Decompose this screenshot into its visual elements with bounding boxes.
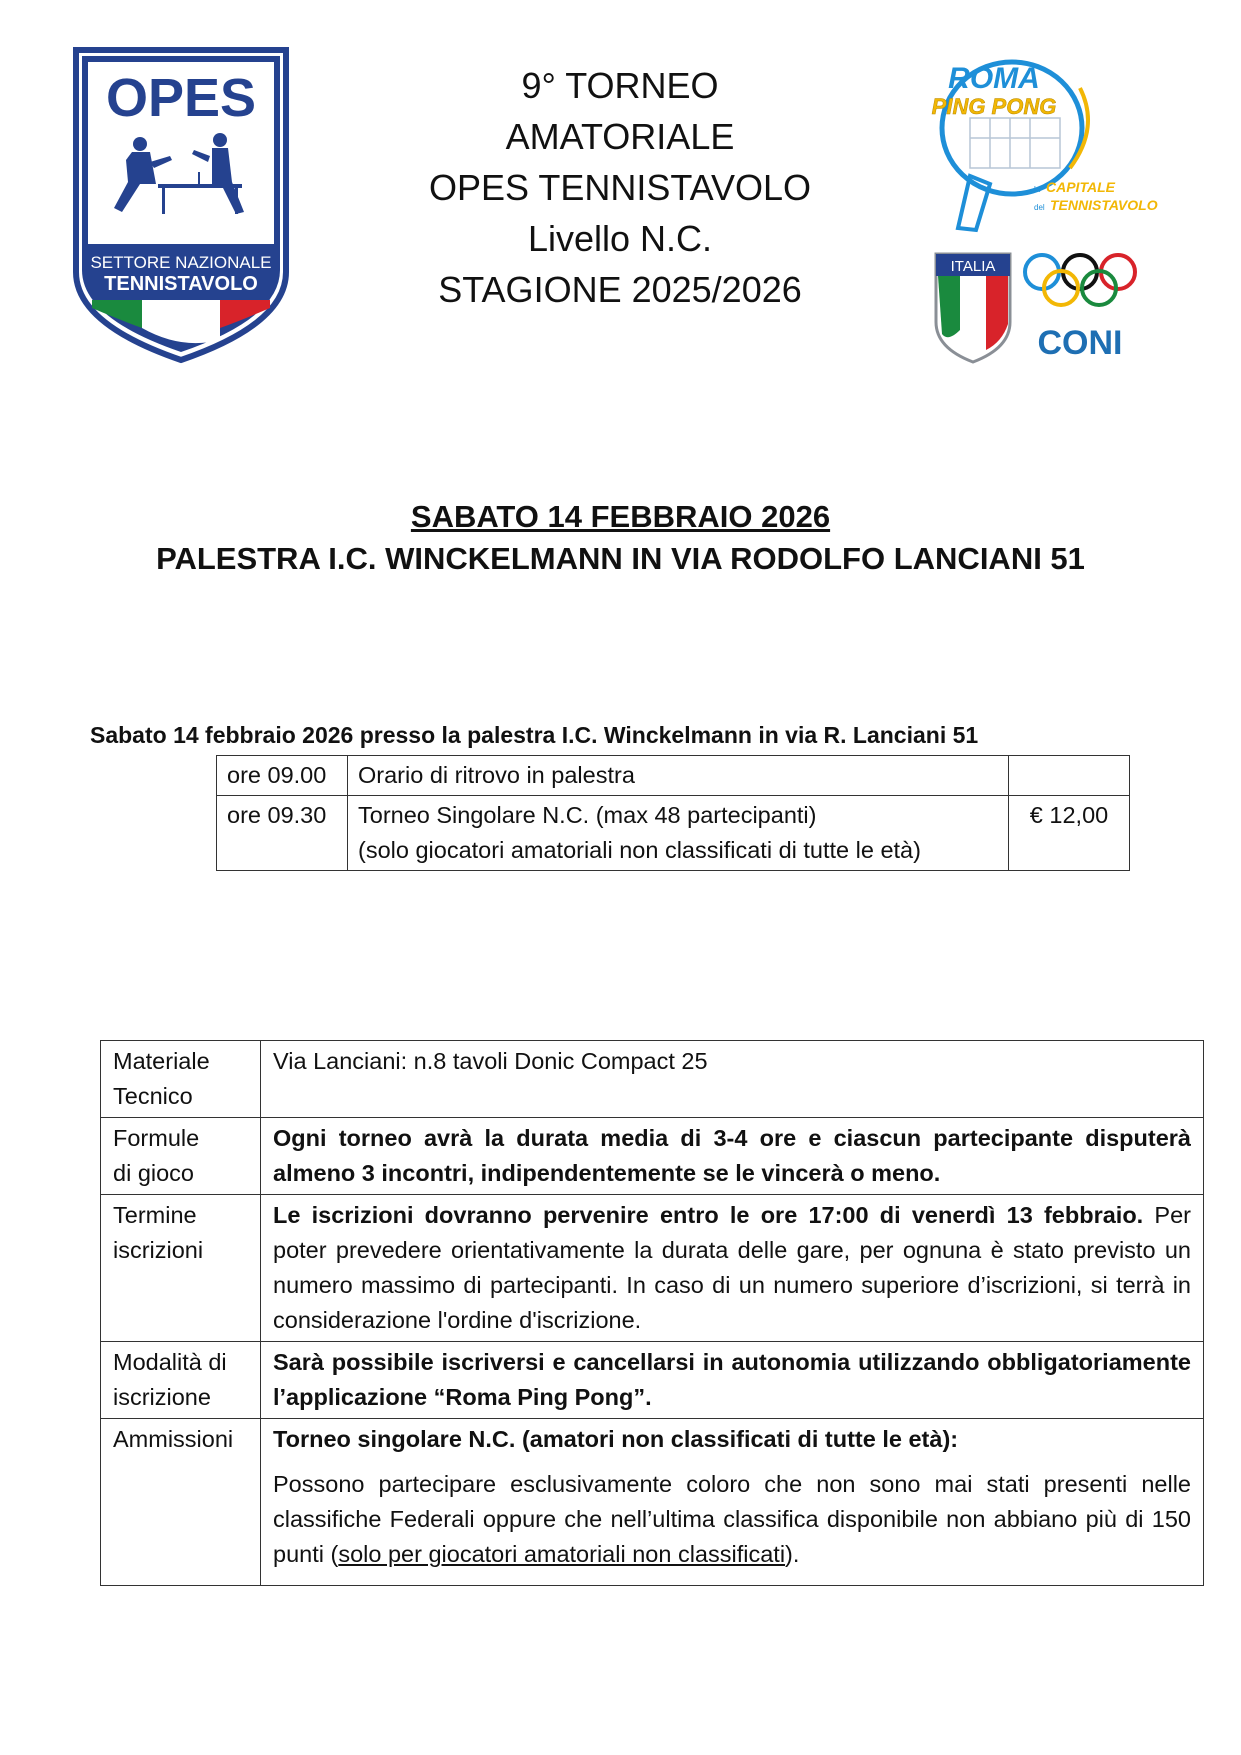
svg-text:TENNISTAVOLO: TENNISTAVOLO [104, 273, 258, 295]
admission-heading: Torneo singolare N.C. (amatori non classificati di tutte le età): [273, 1426, 959, 1452]
rule-content-formule: Ogni torneo avrà la durata media di 3-4 ore e ciascun partecipante disputerà almeno 3 incontri, indipendentemente se le vincerà o meno. [261, 1118, 1204, 1195]
event-heading [0, 496, 1241, 580]
rule-label-line: di gioco [113, 1160, 194, 1186]
rule-label [101, 1195, 261, 1342]
rules-table [100, 1040, 1204, 1586]
table-row [217, 756, 1130, 796]
rule-content-termine [261, 1195, 1204, 1342]
admission-text-part: Possono partecipare esclusivamente coloro che non sono mai stati presenti nelle classifiche Federali oppure che nell’ultima classifica disponibile non abbiano più di 150 punti ( [273, 1471, 1191, 1567]
rule-content-materiale: Via Lanciani: n.8 tavoli Donic Compact 25 [261, 1041, 1204, 1118]
rule-content-ammissioni [261, 1419, 1204, 1586]
event-venue: PALESTRA I.C. WINCKELMANN IN VIA RODOLFO LANCIANI 51 [156, 541, 1085, 576]
rule-label-line: iscrizioni [113, 1237, 204, 1263]
title-line: AMATORIALE [505, 116, 735, 157]
svg-text:SETTORE NAZIONALE: SETTORE NAZIONALE [90, 253, 272, 272]
rule-label: Ammissioni [101, 1419, 261, 1586]
tournament-title [380, 60, 860, 315]
admission-text [273, 1467, 1191, 1582]
svg-text:CONI: CONI [1037, 324, 1123, 362]
svg-text:TENNISTAVOLO: TENNISTAVOLO [1050, 197, 1158, 213]
title-line: Livello N.C. [527, 218, 713, 259]
opes-logo [70, 44, 292, 364]
rule-label-line: iscrizione [113, 1384, 211, 1410]
rule-content-modalita: Sarà possibile iscriversi e cancellarsi in autonomia utilizzando obbligatoriamente l’applicazione “Roma Ping Pong”. [261, 1342, 1204, 1419]
svg-text:CAPITALE: CAPITALE [1046, 179, 1115, 195]
title-line: 9° TORNEO [521, 65, 719, 106]
schedule-price: € 12,00 [1009, 796, 1130, 871]
deadline-text: Le iscrizioni dovranno pervenire entro le ore 17:00 di venerdì 13 febbraio. [273, 1202, 1144, 1228]
rule-label-line: Materiale [113, 1048, 210, 1074]
event-date: SABATO 14 FEBBRAIO 2026 [410, 499, 831, 534]
rule-label [101, 1118, 261, 1195]
schedule-description [348, 796, 1009, 871]
table-row [101, 1195, 1204, 1342]
schedule-time: ore 09.30 [217, 796, 348, 871]
rule-label-line: Tecnico [113, 1083, 193, 1109]
svg-text:ITALIA: ITALIA [950, 258, 996, 275]
svg-text:PING PONG: PING PONG [931, 94, 1057, 119]
title-line: OPES TENNISTAVOLO [428, 167, 812, 208]
rule-label [101, 1041, 261, 1118]
title-line: STAGIONE 2025/2026 [438, 269, 802, 310]
schedule-description-line: Torneo Singolare N.C. (max 48 partecipanti) [358, 802, 817, 828]
svg-text:la: la [1034, 185, 1041, 194]
rule-label-line: Formule [113, 1125, 200, 1151]
table-row [101, 1041, 1204, 1118]
table-row [217, 796, 1130, 871]
coni-logo [930, 250, 1160, 365]
table-row [101, 1118, 1204, 1195]
rule-label-line: Modalità di [113, 1349, 227, 1375]
svg-text:OPES: OPES [105, 68, 257, 128]
admission-text-part: ). [785, 1541, 800, 1567]
admission-text-underlined: solo per giocatori amatoriali non classificati [338, 1541, 786, 1567]
schedule-description: Orario di ritrovo in palestra [348, 756, 1009, 796]
rule-label-line: Termine [113, 1202, 197, 1228]
schedule-price [1009, 756, 1130, 796]
schedule-intro: Sabato 14 febbraio 2026 presso la palestra I.C. Winckelmann in via R. Lanciani 51 [90, 722, 979, 748]
svg-text:ROMA: ROMA [948, 62, 1040, 95]
schedule-table [216, 755, 1130, 871]
schedule-time: ore 09.00 [217, 756, 348, 796]
schedule-description-note: (solo giocatori amatoriali non classificati di tutte le età) [358, 837, 921, 863]
table-row [101, 1419, 1204, 1586]
rule-label [101, 1342, 261, 1419]
roma-ping-pong-logo [930, 58, 1162, 238]
table-row [101, 1342, 1204, 1419]
svg-text:del: del [1034, 203, 1045, 212]
deadline-note: Per poter prevedere orientativamente la durata delle gare, per ognuna è stato previsto un numero massimo di partecipanti. In caso di un numero superiore d’iscrizioni, si terrà in considerazione l'ordine d'iscrizione. [273, 1202, 1191, 1333]
